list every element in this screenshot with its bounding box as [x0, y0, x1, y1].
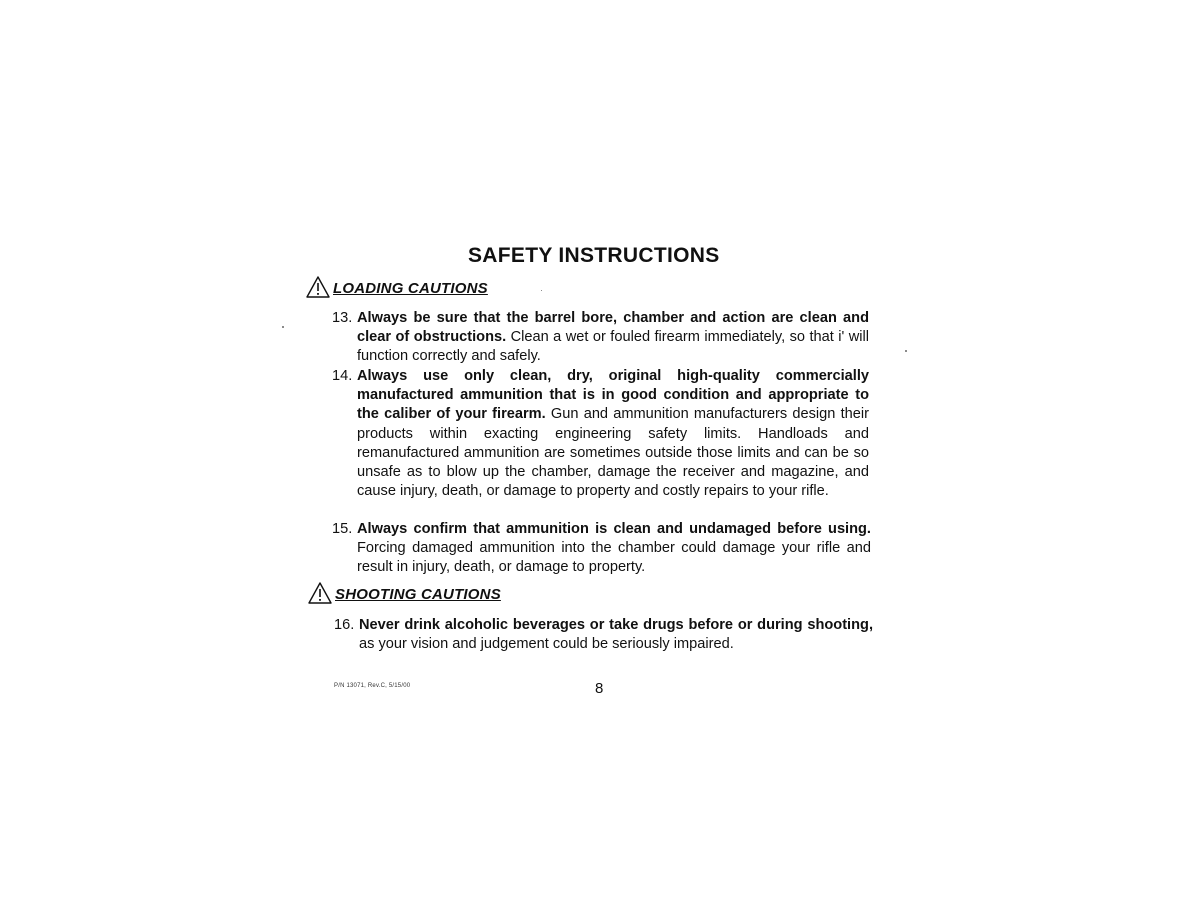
warning-triangle-icon [306, 276, 330, 298]
item-number: 15. [332, 521, 353, 537]
section-heading-shooting-cautions [308, 582, 501, 604]
warning-triangle-icon [308, 582, 332, 604]
part-number-code: P/N 13071, Rev.C, 5/15/00 [334, 683, 411, 689]
item-body-text: Forcing damaged ammunition into the chamber could damage your rifle and result in injury, death, or damage to property. [357, 540, 871, 576]
section-heading-loading-cautions [306, 276, 488, 298]
page-number: 8 [595, 680, 604, 697]
item-number: 13. [332, 310, 353, 326]
item-bold-text: Never drink alcoholic beverages or take drugs before or during shooting, [359, 617, 873, 633]
scan-speck [905, 350, 907, 352]
item-number: 14. [332, 368, 353, 384]
item-bold-text: Always confirm that ammunition is clean and undamaged before using. [357, 521, 871, 537]
instruction-item-16 [334, 616, 873, 654]
page-title: SAFETY INSTRUCTIONS [468, 244, 720, 267]
scan-speck [541, 290, 542, 291]
section-heading-label: LOADING CAUTIONS [333, 280, 488, 297]
scan-speck [282, 326, 284, 328]
instruction-item-13 [332, 309, 869, 367]
item-body-text: Gun and ammunition manufacturers design their products within exacting engineering safety limits. Handloads and remanufactured ammunition are sometimes outside those limits and can be so unsafe as to blow up the chamber, damage the receiver and magazine, and cause injury, death, or damage to property and costly repairs to your rifle. [357, 406, 869, 500]
item-body-text: Clean a wet or fouled firearm immediately, so that i' will function correctly and safely. [357, 329, 869, 365]
item-bold-text: Always be sure that the barrel bore, chamber and action are clean and clear of obstructions. [357, 310, 869, 346]
section-heading-label: SHOOTING CAUTIONS [335, 586, 501, 603]
instruction-item-15 [332, 520, 871, 578]
item-body-text: as your vision and judgement could be seriously impaired. [359, 636, 734, 653]
instruction-item-14 [332, 367, 869, 501]
item-bold-text: Always use only clean, dry, original high-quality commercially manufactured ammunition that is in good condition and appropriate to the caliber of your firearm. [357, 368, 869, 423]
item-number: 16. [334, 617, 355, 633]
